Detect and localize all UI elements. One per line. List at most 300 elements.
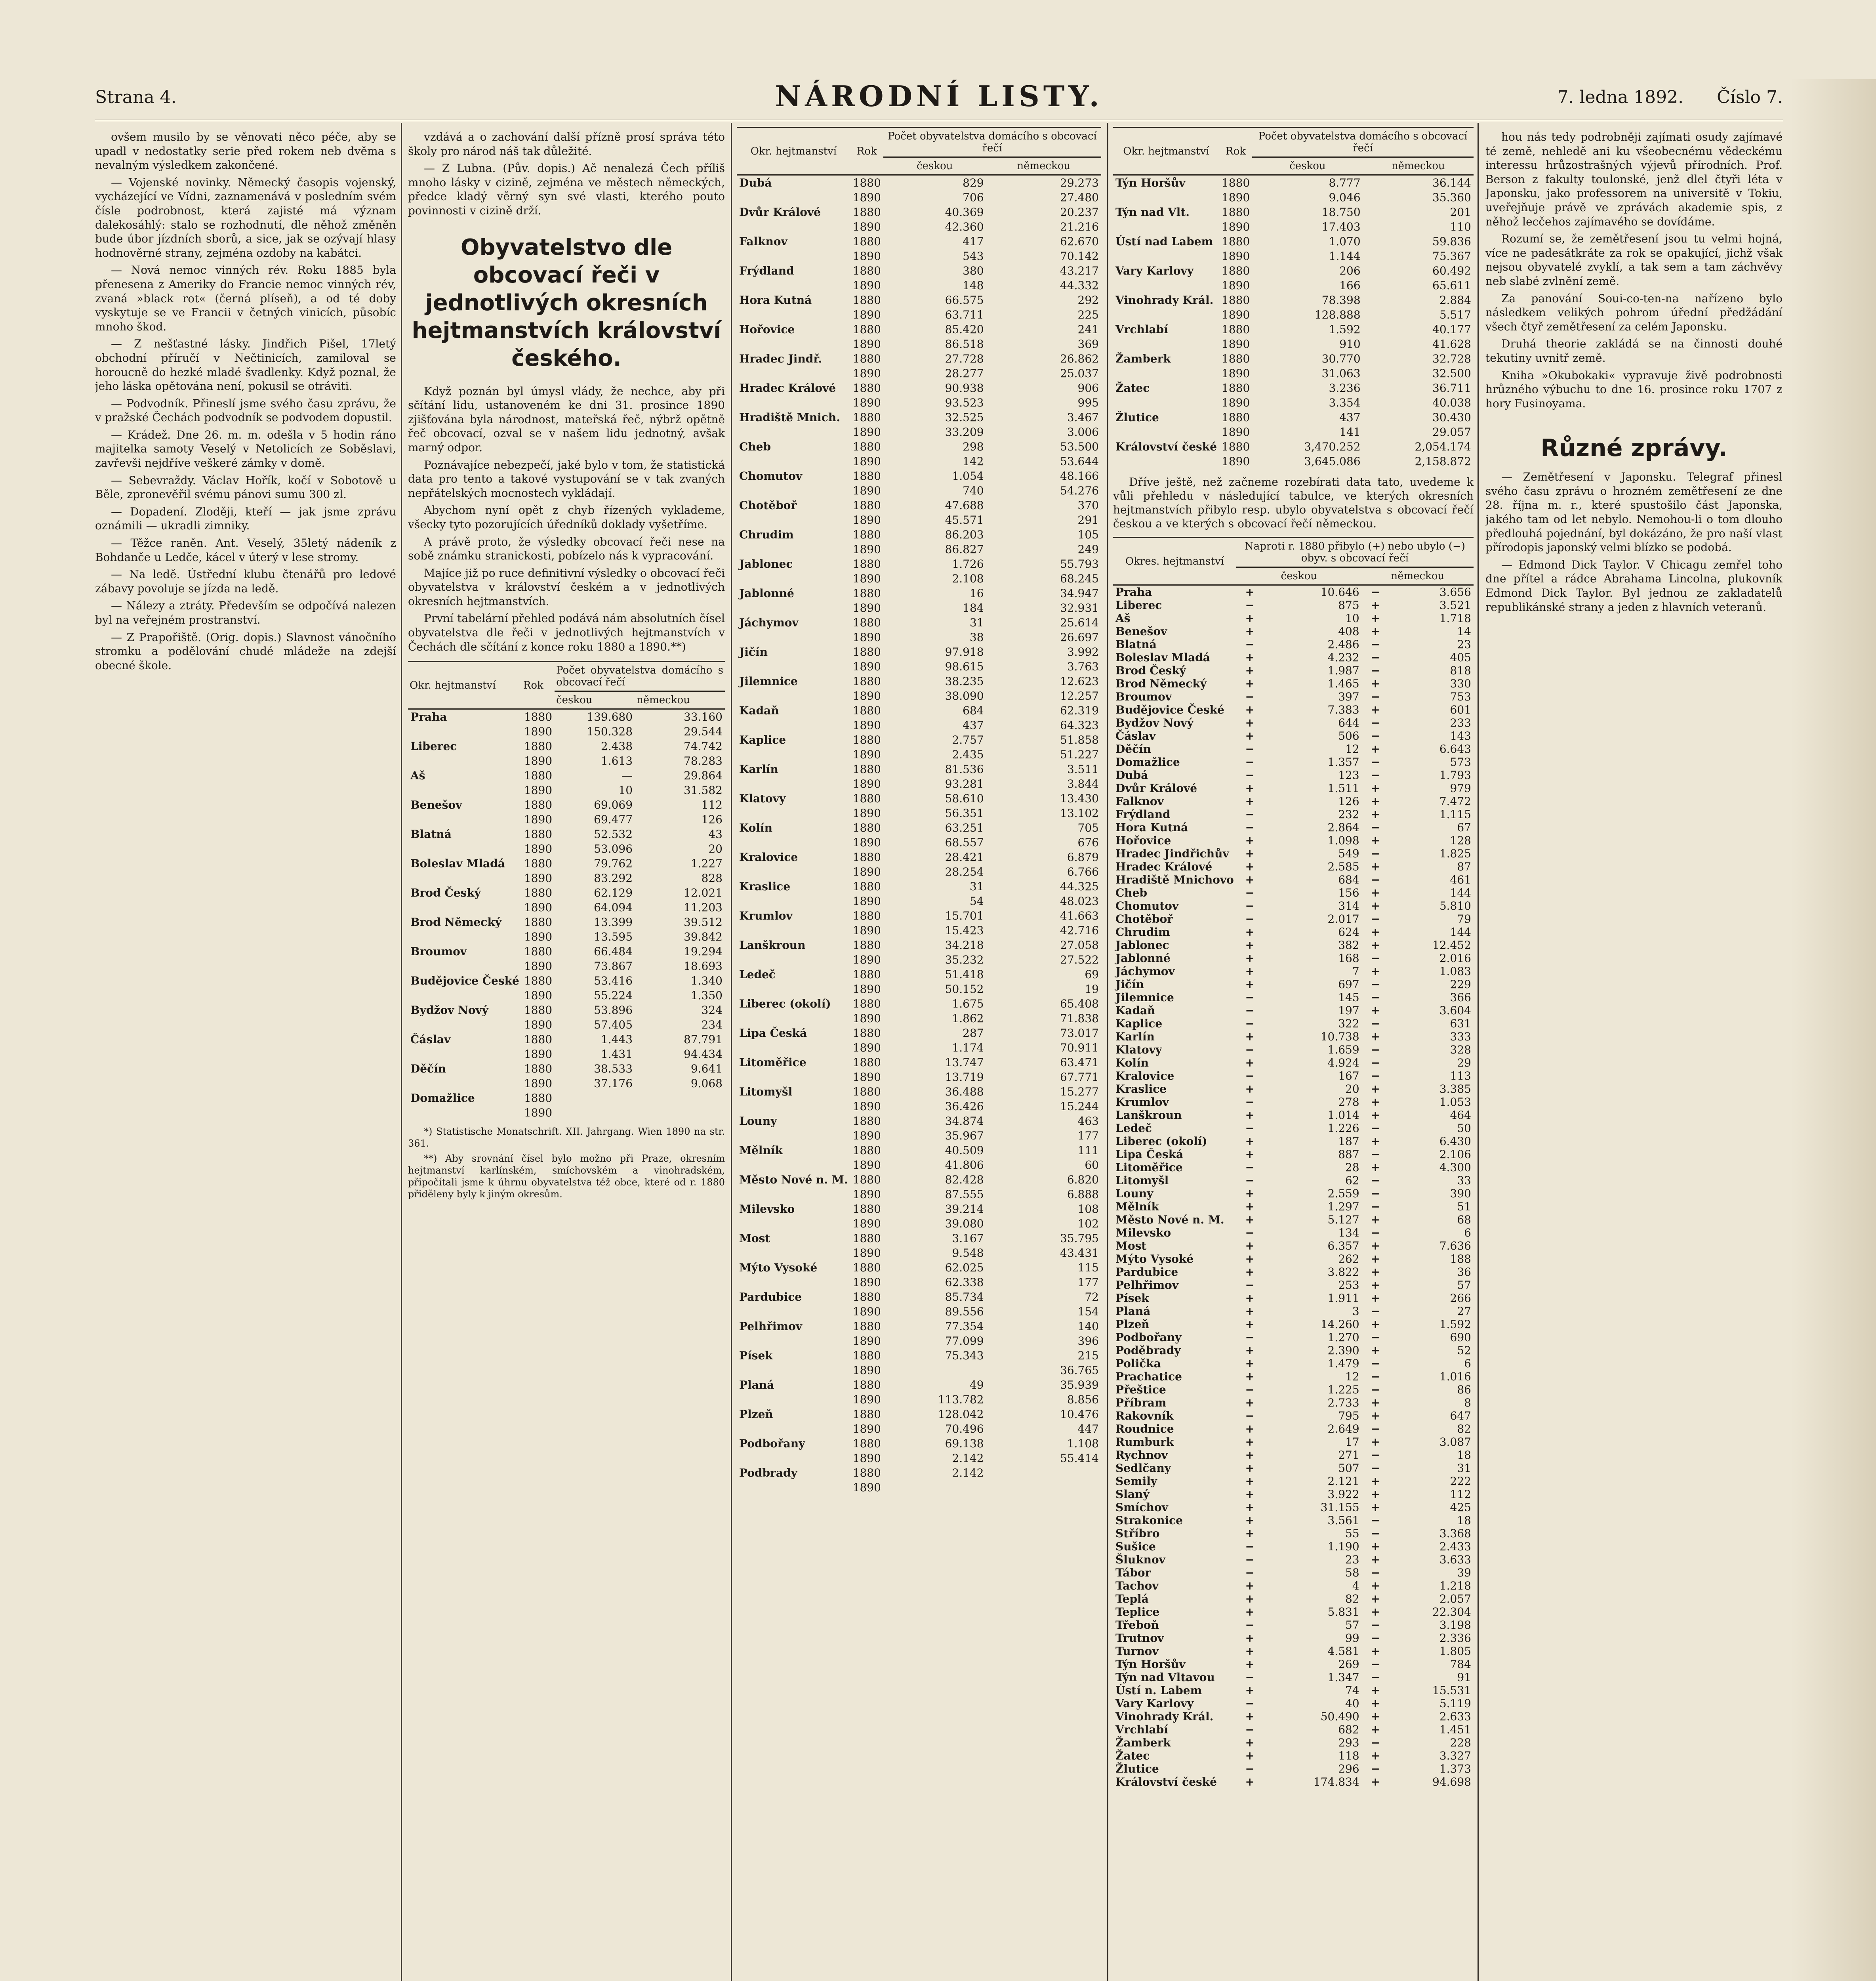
value-cell: 1890 (852, 1012, 881, 1025)
table-col-district: Okr. hejtmanství (1113, 128, 1219, 175)
value-cell: 2.390 (1327, 1344, 1359, 1357)
value-cell: + (1245, 1749, 1254, 1762)
value-cell: 3.992 (1067, 645, 1099, 658)
table-row (737, 1099, 1101, 1114)
table-row (737, 1070, 1101, 1084)
paragraph: vzdává a o zachování další přízně prosí správa této školy pro národ náš tak důležité. (408, 130, 725, 158)
value-cell: 1.053 (1439, 1095, 1471, 1109)
value-cell: 83.292 (594, 872, 633, 885)
value-cell: 94.698 (1432, 1775, 1471, 1788)
district-cell (1113, 219, 1219, 234)
table-row (408, 886, 725, 900)
value-cell: 330 (1450, 677, 1471, 690)
value-cell: 1.613 (601, 754, 633, 768)
value-cell: − (1245, 991, 1254, 1004)
district-cell (737, 337, 850, 351)
value-cell: 144 (1450, 926, 1471, 939)
value-cell: + (1245, 677, 1254, 690)
value-cell: + (1371, 1475, 1380, 1488)
value-cell: + (1371, 1109, 1380, 1122)
value-cell: 1.108 (1067, 1437, 1099, 1450)
value-cell: 68.557 (945, 836, 984, 849)
value-cell: + (1371, 795, 1380, 808)
table-body (1113, 175, 1474, 469)
population-table-part1 (408, 661, 725, 1120)
district-cell: Hradec Králové (1115, 860, 1213, 873)
value-cell: 19 (1085, 983, 1099, 996)
district-cell: Ledeč (739, 968, 776, 981)
value-cell: + (1371, 612, 1380, 625)
value-cell: 128 (1450, 834, 1471, 847)
value-cell: + (1371, 1409, 1380, 1422)
value-cell: 1880 (852, 1202, 881, 1216)
value-cell: 1890 (852, 220, 881, 233)
district-cell: Pardubice (739, 1290, 802, 1303)
value-cell: + (1371, 1592, 1380, 1605)
district-cell (1113, 249, 1219, 263)
value-cell: 1890 (524, 901, 553, 914)
district-cell: Karlín (739, 763, 778, 776)
page-header (95, 71, 1783, 115)
table-row (1113, 205, 1474, 219)
table-row (1113, 1383, 1474, 1396)
district-cell: Vinohrady Král. (1115, 1710, 1214, 1723)
district-cell: Teplá (1115, 1592, 1149, 1605)
value-cell: 1880 (852, 440, 881, 453)
district-cell (737, 689, 850, 703)
value-cell: 63.711 (945, 308, 984, 321)
district-cell: Praha (410, 710, 447, 724)
district-cell: Pelhřimov (739, 1320, 803, 1333)
value-cell: 405 (1450, 651, 1471, 664)
value-cell: − (1371, 651, 1380, 664)
district-cell (737, 718, 850, 733)
value-cell: 13.430 (1060, 792, 1099, 805)
district-cell: Litoměřice (1115, 1161, 1183, 1174)
value-cell: + (1245, 1736, 1254, 1749)
district-cell: Brod Český (410, 886, 481, 900)
district-cell (408, 783, 522, 798)
value-cell: 139.680 (587, 710, 633, 724)
table-row (737, 879, 1101, 894)
district-cell: Podbrady (739, 1466, 797, 1479)
value-cell: 461 (1450, 873, 1471, 886)
district-cell: Přeštice (1115, 1383, 1166, 1396)
table-row (1113, 1723, 1474, 1736)
value-cell: − (1245, 821, 1254, 834)
table-row (737, 557, 1101, 571)
table-row (737, 1158, 1101, 1172)
value-cell: 38.090 (945, 689, 984, 702)
table-row (1113, 912, 1474, 926)
value-cell: 1890 (1222, 250, 1250, 263)
value-cell: 17.403 (1321, 220, 1361, 233)
table-row (737, 645, 1101, 659)
value-cell: 73.017 (1060, 1027, 1099, 1040)
table-row (737, 1319, 1101, 1334)
district-cell (1113, 395, 1219, 410)
value-cell: 29.057 (1432, 426, 1471, 439)
value-cell: 19.294 (684, 945, 723, 958)
value-cell: 78.398 (1321, 294, 1361, 307)
value-cell: 93.523 (945, 396, 984, 409)
value-cell: + (1371, 886, 1380, 899)
value-cell: 3.087 (1439, 1435, 1471, 1449)
district-cell: Ústí nad Labem (1115, 235, 1213, 248)
table-row (737, 1187, 1101, 1202)
value-cell: 1890 (852, 279, 881, 292)
value-cell: − (1371, 952, 1380, 965)
value-cell: + (1245, 1344, 1254, 1357)
district-cell (737, 1304, 850, 1319)
district-cell: Falknov (1115, 795, 1164, 808)
value-cell: 87 (1457, 860, 1471, 873)
paragraph: Poznávajíce nebezpečí, jaké bylo v tom, že statistická data pro tento a takové vystupování se v tak zvaných nepřátelských mocnostech vykládají. (408, 458, 725, 500)
value-cell: 31 (1457, 1462, 1471, 1475)
district-cell: Hradiště Mnichovo (1115, 873, 1234, 886)
paragraph: — Vojenské novinky. Německý časopis vojenský, vycházející ve Vídni, zaznamenává v posledním svém čísle podrobnost, která zajisté má význam dalekosáhlý: stalo se rozhodnutí, dle něhož změněn bude úbor jízdních sborů, a sice, jak se ozývají hlasy hodnověrné strany, zejména ozdoby na kabátci. (95, 176, 396, 260)
value-cell: 28 (1345, 1161, 1359, 1174)
value-cell: 1880 (524, 916, 553, 929)
district-cell: Čáslav (1115, 729, 1156, 742)
value-cell: − (1371, 1174, 1380, 1187)
value-cell: 1880 (1222, 235, 1250, 248)
value-cell: + (1245, 1579, 1254, 1592)
table-row (1113, 1553, 1474, 1566)
value-cell: 35.967 (945, 1129, 984, 1142)
value-cell: 32.500 (1432, 367, 1471, 380)
value-cell: 47.688 (945, 499, 984, 512)
district-cell: Hradec Jindř. (739, 352, 822, 365)
district-cell: Benešov (410, 798, 462, 812)
column-rule (731, 123, 732, 1981)
value-cell: 15.244 (1060, 1100, 1099, 1113)
value-cell: 29 (1457, 1056, 1471, 1069)
value-cell: 370 (1077, 499, 1099, 512)
value-cell: 266 (1450, 1292, 1471, 1305)
table-row (737, 1055, 1101, 1070)
value-cell: 2.336 (1439, 1632, 1471, 1645)
value-cell: 41.628 (1432, 338, 1471, 351)
value-cell: 23 (1457, 638, 1471, 651)
paragraph: — Zemětřesení v Japonsku. Telegraf přinesl svého času zprávu o hrozném zemětřesení ze dne 28. října m. r., které spustošilo část Japonska, jakého tam od let nebylo. Nemohou-li o tom dlouho předlouhá pojednání, byl dokázáno, že pro naší vlast přírodopis japonský velmi blízko se podobá. (1485, 470, 1783, 554)
value-cell: — (622, 769, 633, 782)
value-cell: 69.477 (594, 813, 633, 826)
value-cell: 1880 (852, 1261, 881, 1274)
value-cell: 110 (1450, 220, 1471, 233)
value-cell: 10 (618, 784, 633, 797)
value-cell (555, 1105, 635, 1120)
table-row (1113, 293, 1474, 307)
value-cell: 3 (1352, 1305, 1359, 1318)
value-cell: 64.323 (1060, 719, 1099, 732)
value-cell: 15.423 (945, 924, 984, 937)
value-cell: 1890 (524, 1077, 553, 1090)
value-cell: 9.641 (690, 1062, 723, 1076)
value-cell: + (1371, 1213, 1380, 1226)
value-cell: 54.276 (1060, 484, 1099, 497)
value-cell: 1880 (852, 704, 881, 717)
value-cell: 187 (1338, 1135, 1359, 1148)
value-cell: 1880 (1222, 382, 1250, 395)
value-cell: − (1245, 1017, 1254, 1030)
district-cell (408, 1105, 522, 1120)
district-cell: Liberec (okolí) (739, 997, 831, 1010)
value-cell: 795 (1338, 1409, 1359, 1422)
paragraph: — Z Prapořiště. (Orig. dopis.) Slavnost vánočního stromku a podělování chudé mládeže na zdejší obecné škole. (95, 630, 396, 672)
district-cell: Prachatice (1115, 1370, 1182, 1383)
district-cell (408, 929, 522, 944)
value-cell: 1.862 (952, 1012, 984, 1025)
table-row (1113, 1109, 1474, 1122)
table-col-year: Rok (850, 128, 883, 175)
value-cell: 287 (963, 1027, 984, 1040)
value-cell: 2.585 (1327, 860, 1359, 873)
table-row (737, 175, 1101, 191)
value-cell: 166 (1339, 279, 1361, 292)
district-cell: Smíchov (1115, 1501, 1168, 1514)
page-number: Strana 4. (95, 87, 177, 107)
column-rule (1107, 123, 1108, 1981)
district-cell: Vary Karlovy (1115, 1697, 1194, 1710)
value-cell: 1880 (852, 176, 881, 189)
value-cell: + (1245, 1213, 1254, 1226)
table-row (408, 1032, 725, 1047)
column-misc-news (1485, 127, 1783, 1981)
value-cell: 1880 (524, 710, 553, 724)
table-row (1113, 1161, 1474, 1174)
value-cell: − (1245, 1540, 1254, 1553)
district-cell: Tachov (1115, 1579, 1159, 1592)
value-cell: + (1245, 1082, 1254, 1095)
table-row (737, 1466, 1101, 1480)
table-row (737, 469, 1101, 483)
table-row (737, 1231, 1101, 1246)
value-cell: + (1371, 782, 1380, 795)
value-cell: − (1245, 1671, 1254, 1684)
value-cell: 1880 (1222, 176, 1250, 189)
value-cell (635, 1091, 725, 1105)
value-cell: 1890 (524, 754, 553, 768)
value-cell: 1880 (1222, 440, 1250, 453)
value-cell: − (1371, 1200, 1380, 1213)
value-cell: + (1245, 625, 1254, 638)
value-cell: 40 (1345, 1697, 1359, 1710)
district-cell: Jilemnice (739, 675, 798, 688)
value-cell: 156 (1338, 886, 1359, 899)
table-row (1113, 1579, 1474, 1592)
value-cell: 543 (963, 250, 984, 263)
value-cell: 1.451 (1439, 1723, 1471, 1736)
table-row (1113, 821, 1474, 834)
value-cell: 44.325 (1060, 880, 1099, 893)
value-cell: 33.160 (684, 710, 723, 724)
district-cell (1113, 454, 1219, 469)
value-cell: 437 (1339, 411, 1361, 424)
value-cell: 271 (1338, 1449, 1359, 1462)
value-cell: 97.918 (945, 645, 984, 658)
district-cell: Jičín (739, 645, 768, 658)
value-cell: 1880 (852, 1349, 881, 1362)
district-cell (737, 366, 850, 381)
value-cell: − (1245, 1004, 1254, 1017)
value-cell: 45.571 (945, 513, 984, 527)
table-row (1113, 703, 1474, 716)
value-cell: 1.465 (1327, 677, 1359, 690)
value-cell: 66.575 (945, 294, 984, 307)
table-row (1113, 1645, 1474, 1658)
district-cell: Podbořany (1115, 1331, 1182, 1344)
value-cell: 1880 (852, 1378, 881, 1391)
value-cell: 1890 (852, 836, 881, 849)
value-cell: + (1245, 847, 1254, 860)
value-cell: 784 (1450, 1658, 1471, 1671)
value-cell: − (1245, 1095, 1254, 1109)
value-cell: 390 (1450, 1187, 1471, 1200)
district-cell: Tábor (1115, 1566, 1151, 1579)
value-cell: − (1371, 638, 1380, 651)
value-cell: + (1371, 860, 1380, 873)
value-cell: − (1371, 1658, 1380, 1671)
table-row (1113, 1435, 1474, 1449)
value-cell: 4.924 (1327, 1056, 1359, 1069)
value-cell: + (1371, 926, 1380, 939)
value-cell: 1880 (852, 587, 881, 600)
value-cell: 12 (1345, 1370, 1359, 1383)
value-cell: 44.332 (1060, 279, 1099, 292)
paragraph: — Z nešťastné lásky. Jindřich Pišel, 17letý obchodní příručí v Nečtinicích, zamiloval se horoucně do hezké mladé švadlenky. Když poznal, že jeho láska opětována není, pokusil se otráviti. (95, 337, 396, 393)
value-cell: 33.209 (945, 426, 984, 439)
value-cell: 1890 (852, 1100, 881, 1113)
value-cell: 1.218 (1439, 1579, 1471, 1592)
value-cell: 2.438 (601, 740, 633, 753)
district-cell: Kadaň (1115, 1004, 1155, 1017)
value-cell: 322 (1338, 1017, 1359, 1030)
district-cell: Jablonné (1115, 952, 1171, 965)
value-cell: 1890 (852, 1305, 881, 1318)
district-cell: Sedlčany (1115, 1462, 1171, 1475)
value-cell: + (1245, 1239, 1254, 1252)
value-cell: 32.728 (1432, 352, 1471, 365)
district-cell: Lipa Česká (739, 1027, 807, 1040)
district-cell: Benešov (1115, 625, 1167, 638)
value-cell: 3.822 (1327, 1265, 1359, 1279)
district-cell: Písek (1115, 1292, 1149, 1305)
value-cell: 2,158.872 (1415, 455, 1471, 468)
value-cell: 1890 (1222, 220, 1250, 233)
district-cell: Podbořany (739, 1437, 805, 1450)
district-cell: Brod Český (1115, 664, 1186, 677)
paragraph: — Na ledě. Ústřední klubu čtenářů pro ledové zábavy povoluje se jízda na ledě. (95, 568, 396, 595)
value-cell: − (1371, 1122, 1380, 1135)
table-row (1113, 1671, 1474, 1684)
value-cell: 1890 (524, 960, 553, 973)
table-row (1113, 1710, 1474, 1723)
value-cell: 43 (708, 828, 723, 841)
table-row (1113, 690, 1474, 703)
value-cell: 2.435 (952, 748, 984, 761)
district-cell (737, 1334, 850, 1348)
value-cell: 27.522 (1060, 953, 1099, 966)
value-cell: 887 (1338, 1148, 1359, 1161)
table-col-group: Počet obyvatelstva domácího s obcovací řečí (1252, 128, 1474, 157)
table-row (737, 1348, 1101, 1363)
table-row (1113, 322, 1474, 337)
value-cell: 48.166 (1060, 469, 1099, 483)
table-row (1113, 1527, 1474, 1540)
value-cell: 3.604 (1439, 1004, 1471, 1017)
value-cell: 1.825 (1439, 847, 1471, 860)
value-cell: 28.421 (945, 851, 984, 864)
value-cell: − (1245, 1069, 1254, 1082)
value-cell: 1890 (852, 484, 881, 497)
value-cell: + (1245, 1200, 1254, 1213)
district-cell: Kraslice (739, 880, 791, 893)
value-cell: 1.115 (1439, 808, 1471, 821)
table-row (737, 571, 1101, 586)
value-cell: − (1371, 1422, 1380, 1435)
table-row (737, 1392, 1101, 1407)
table-body (408, 709, 725, 1120)
table-row (1113, 1592, 1474, 1605)
table-row (737, 1246, 1101, 1260)
value-cell: 69.069 (594, 798, 633, 812)
value-cell: 684 (1338, 873, 1359, 886)
table-row (408, 1017, 725, 1032)
district-cell (737, 513, 850, 527)
table-row (1113, 1762, 1474, 1775)
value-cell: 112 (1450, 1488, 1471, 1501)
district-cell (737, 1011, 850, 1026)
value-cell: + (1371, 1344, 1380, 1357)
value-cell: 1.675 (952, 997, 984, 1010)
value-cell: 705 (1077, 821, 1099, 834)
value-cell: 6.430 (1439, 1135, 1471, 1148)
value-cell: 57.405 (594, 1018, 633, 1032)
value-cell: 298 (963, 440, 984, 453)
table-row (737, 395, 1101, 410)
value-cell: 1.270 (1327, 1331, 1359, 1344)
value-cell: 40.509 (945, 1144, 984, 1157)
value-cell: 1880 (524, 1062, 553, 1076)
value-cell: 50.152 (945, 983, 984, 996)
district-cell: Ledeč (1115, 1122, 1152, 1135)
value-cell: 1.098 (1327, 834, 1359, 847)
table-row (408, 1091, 725, 1105)
value-cell: 1890 (1222, 455, 1250, 468)
value-cell: + (1371, 1030, 1380, 1043)
table-row (1113, 638, 1474, 651)
masthead-title: NÁRODNÍ LISTY. (775, 79, 1103, 113)
value-cell: 1890 (852, 543, 881, 556)
district-cell: Domažlice (410, 1092, 475, 1105)
value-cell: 55.224 (594, 989, 633, 1002)
value-cell: 1.347 (1327, 1671, 1359, 1684)
value-cell: − (1245, 1553, 1254, 1566)
table-row (737, 205, 1101, 219)
value-cell: + (1371, 703, 1380, 716)
value-cell: 1880 (852, 939, 881, 952)
value-cell: 37.176 (594, 1077, 633, 1090)
value-cell: 232 (1338, 808, 1359, 821)
table-row (737, 425, 1101, 439)
value-cell: 5.127 (1327, 1213, 1359, 1226)
district-cell: Praha (1115, 586, 1152, 599)
value-cell: 70.142 (1060, 250, 1099, 263)
table-row (737, 821, 1101, 835)
district-cell: Vrchlabí (1115, 1723, 1168, 1736)
value-cell: 397 (1338, 690, 1359, 703)
